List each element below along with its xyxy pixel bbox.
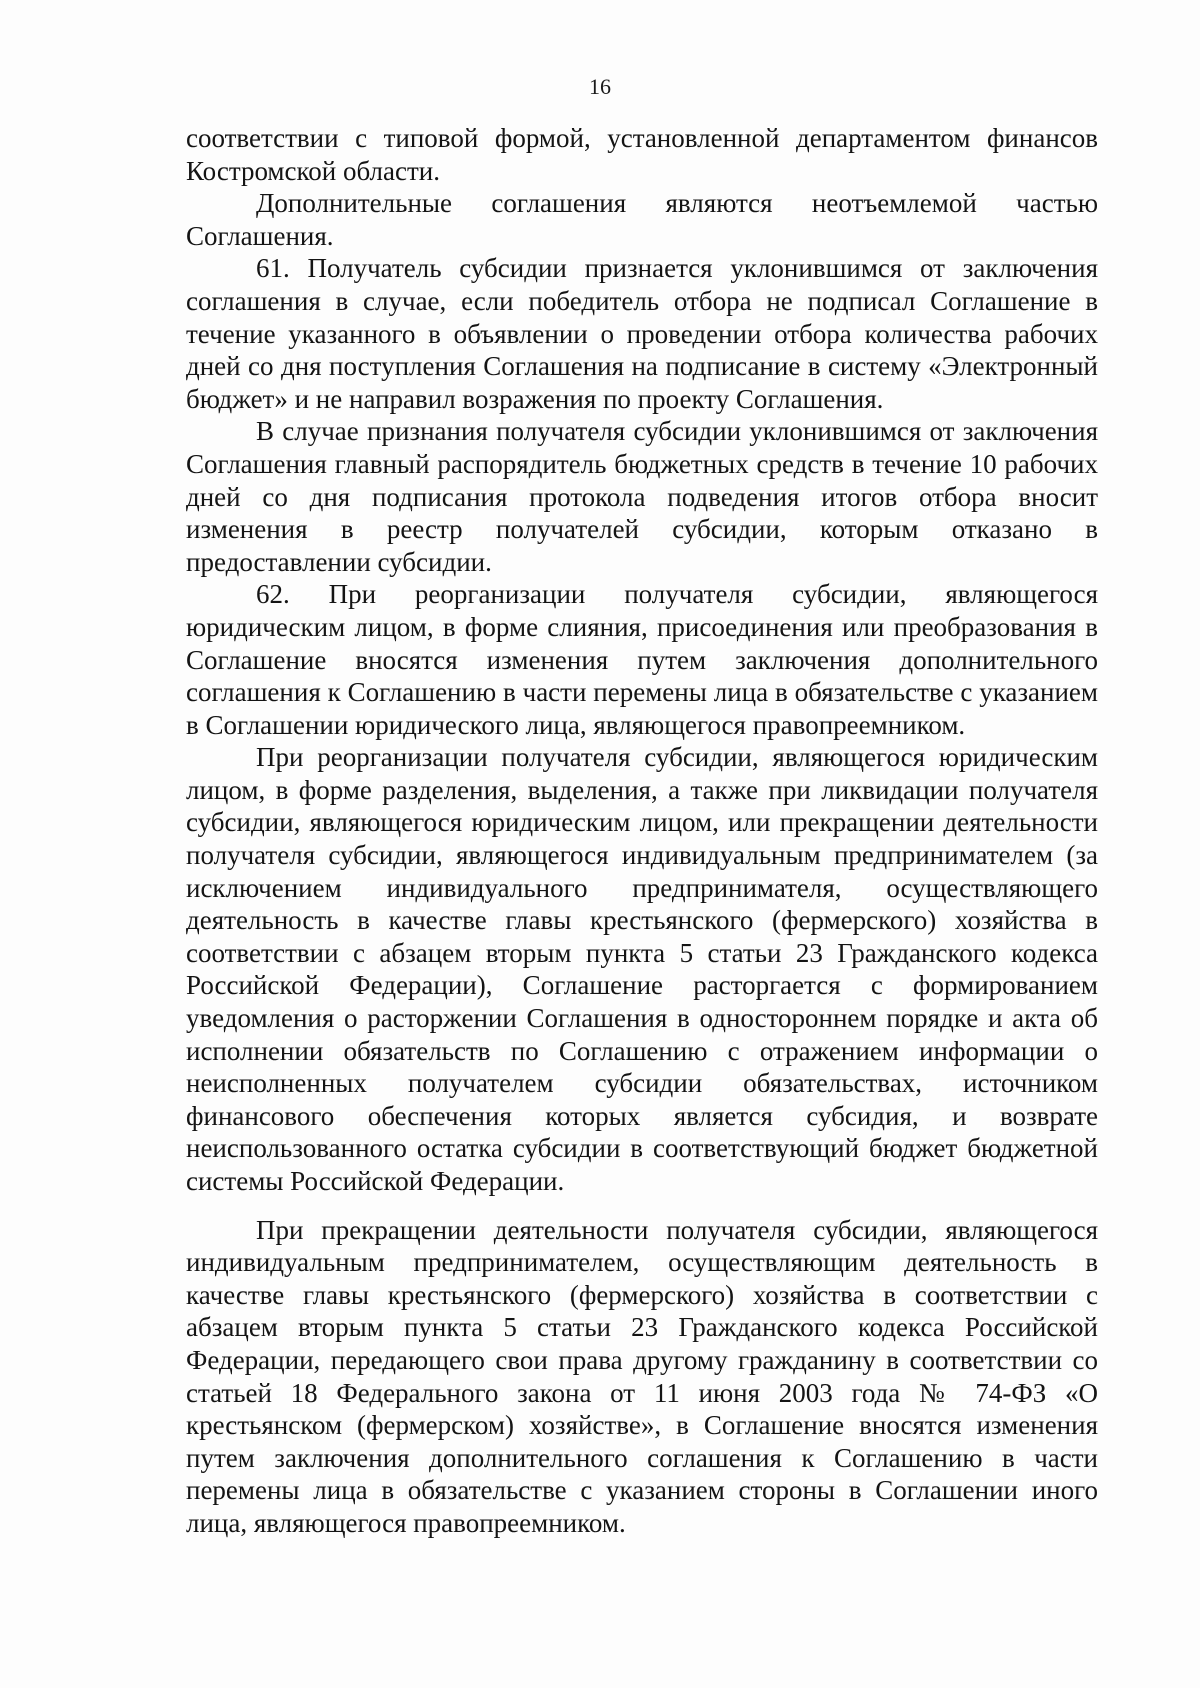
paragraph-termination-farm-head: При прекращении деятельности получателя субсидии, являющегося индивидуальным предпринимателем, осуществляющим деятельность в качестве главы крестьянского (фермерского) хозяйства в соответствии с абзацем вторым пункта 5 статьи 23 Гражданского кодекса Российской Федерации, передающего свои права другому гражданину в соответствии со статьей 18 Федерального закона от 11 июня 2003 года № 74-ФЗ «О крестьянском (фермерском) хозяйстве», в Соглашение вносятся изменения путем заключения дополнительного соглашения к Соглашению в части перемены лица в обязательстве с указанием стороны в Соглашении иного лица, являющегося правопреемником.	[186, 1214, 1098, 1538]
paragraph-reorganization-division: При реорганизации получателя субсидии, являющегося юридическим лицом, в форме разделения, выделения, а также при ликвидации получателя субсидии, являющегося юридическим лицом, или прекращении деятельности получателя субсидии, являющегося индивидуальным предпринимателем (за исключением индивидуального предпринимателя, осуществляющего деятельность в качестве главы крестьянского (фермерского) хозяйства в соответствии с абзацем вторым пункта 5 статьи 23 Гражданского кодекса Российской Федерации), Соглашение расторгается с формированием уведомления о расторжении Соглашения в одностороннем порядке и акта об исполнении обязательств по Соглашению с отражением информации о неисполненных получателем субсидии обязательствах, источником финансового обеспечения которых является субсидия, и возврате неиспользованного остатка субсидии в соответствующий бюджет бюджетной системы Российской Федерации.	[186, 742, 1098, 1196]
paragraph-evasion-consequence: В случае признания получателя субсидии уклонившимся от заключения Соглашения главный распорядитель бюджетных средств в течение 10 рабочих дней со дня подписания протокола подведения итогов отбора вносит изменения в реестр получателей субсидии, которым отказано в предоставлении субсидии.	[186, 416, 1098, 577]
paragraph-61: 61. Получатель субсидии признается уклонившимся от заключения соглашения в случае, если победитель отбора не подписал Соглашение в течение указанного в объявлении о проведении отбора количества рабочих дней со дня поступления Соглашения на подписание в систему «Электронный бюджет» и не направил возражения по проекту Соглашения.	[186, 253, 1098, 414]
paragraph-continuation: соответствии с типовой формой, установленной департаментом финансов Костромской области.	[186, 123, 1098, 186]
paragraph-spacer	[186, 1198, 1098, 1214]
document-body	[186, 122, 1098, 1540]
page-number: 16	[589, 74, 611, 99]
paragraph-additional-agreements: Дополнительные соглашения являются неотъемлемой частью Соглашения.	[186, 188, 1098, 251]
paragraph-62: 62. При реорганизации получателя субсидии, являющегося юридическим лицом, в форме слияния, присоединения или преобразования в Соглашение вносятся изменения путем заключения дополнительного соглашения к Соглашению в части перемены лица в обязательстве с указанием в Соглашении юридического лица, являющегося правопреемником.	[186, 579, 1098, 740]
